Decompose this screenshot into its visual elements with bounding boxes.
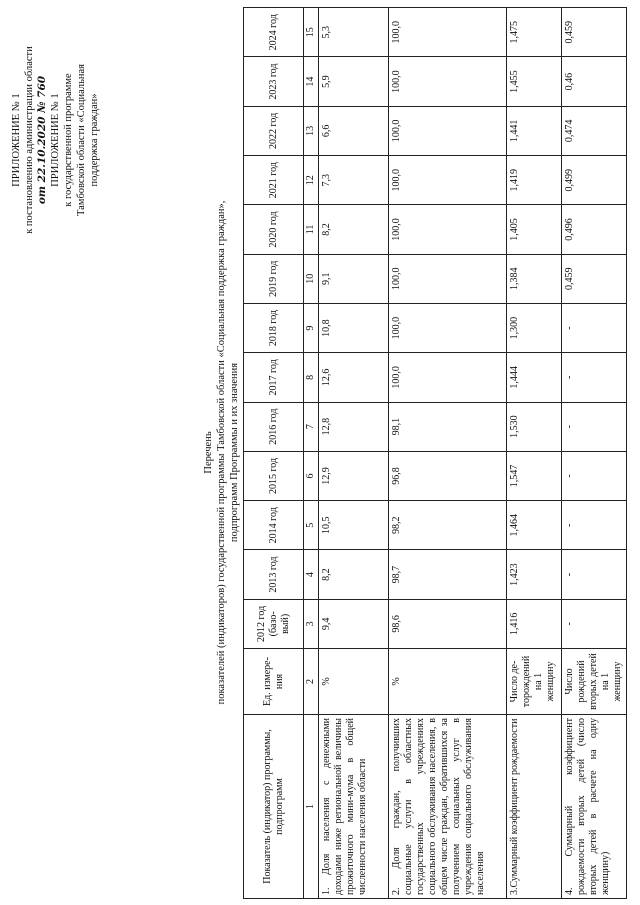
column-number: 6: [304, 451, 319, 500]
row-value: 1,455: [507, 57, 562, 106]
row-indicator: 3.Суммарный коэффициент рождаемости: [507, 715, 562, 899]
header-year: 2014 год: [244, 501, 304, 550]
column-number: 2: [304, 649, 319, 715]
row-value: 98,7: [389, 550, 507, 599]
row-value: -: [562, 599, 627, 648]
header-indicator: Показатель (индикатор) программы, подпрограмм: [244, 715, 304, 899]
row-value: 5,9: [319, 57, 389, 106]
row-value: -: [562, 303, 627, 352]
row-unit: %: [319, 649, 389, 715]
appendix-date-number: от 22.10.2020 № 760: [36, 75, 48, 205]
row-value: 6,6: [319, 106, 389, 155]
column-number: 8: [304, 353, 319, 402]
table-row: [507, 8, 562, 899]
header-year: 2013 год: [244, 550, 304, 599]
row-value: 12,8: [319, 402, 389, 451]
column-number: 14: [304, 57, 319, 106]
row-value: 5,3: [319, 8, 389, 57]
row-value: 100,0: [389, 156, 507, 205]
table-row: [389, 8, 507, 899]
header-unit: Ед. измере-ния: [244, 649, 304, 715]
row-value: 100,0: [389, 353, 507, 402]
row-value: 98,1: [389, 402, 507, 451]
row-value: 1,416: [507, 599, 562, 648]
column-number: 10: [304, 254, 319, 303]
column-number: 11: [304, 205, 319, 254]
row-unit: %: [389, 649, 507, 715]
row-value: 98,2: [389, 501, 507, 550]
row-value: 10,5: [319, 501, 389, 550]
table-header-row: [244, 8, 304, 899]
header-year: 2021 год: [244, 156, 304, 205]
column-number: 9: [304, 303, 319, 352]
row-value: 1,547: [507, 451, 562, 500]
row-indicator: 2. Доля граждан, получивших социальные услуги в областных государственных учреждениях социального обслуживания населения, в общем числе граждан, обратившихся за получением социальных услуг в учреждения социального обслуживания населения: [389, 715, 507, 899]
document-subtitle-1: показателей (индикаторов) государственной программы Тамбовской области «Социальная поддержка граждан»,: [216, 200, 227, 705]
row-value: 12,9: [319, 451, 389, 500]
column-number: 12: [304, 156, 319, 205]
appendix-program-name-2: поддержка граждан»: [89, 93, 100, 187]
header-year: 2024 год: [244, 8, 304, 57]
header-year: 2020 год: [244, 205, 304, 254]
row-value: -: [562, 550, 627, 599]
row-value: 0,496: [562, 205, 627, 254]
row-value: 7,3: [319, 156, 389, 205]
row-indicator: 4. Суммарный коэффициент рождаемости вторых детей (число вторых детей в расчете на одну женщину): [562, 715, 627, 899]
row-value: 10,8: [319, 303, 389, 352]
row-value: 100,0: [389, 8, 507, 57]
row-unit: Число рождений вторых детей на 1 женщину: [562, 649, 627, 715]
row-value: 96,8: [389, 451, 507, 500]
row-value: 1,475: [507, 8, 562, 57]
row-value: 1,419: [507, 156, 562, 205]
column-number: 1: [304, 715, 319, 899]
row-value: 100,0: [389, 57, 507, 106]
column-number: 4: [304, 550, 319, 599]
appendix-program-name-1: Тамбовской области «Социальная: [76, 63, 87, 217]
column-number: 15: [304, 8, 319, 57]
row-value: 1,444: [507, 353, 562, 402]
row-value: 98,6: [389, 599, 507, 648]
column-number: 3: [304, 599, 319, 648]
row-value: 100,0: [389, 254, 507, 303]
column-number-row: [304, 8, 319, 899]
header-year: 2016 год: [244, 402, 304, 451]
row-value: 1,464: [507, 501, 562, 550]
row-unit: Число де-торождений на 1 женщину: [507, 649, 562, 715]
row-value: -: [562, 501, 627, 550]
document-title: Перечень: [203, 431, 214, 474]
row-value: 12,6: [319, 353, 389, 402]
row-value: 0,459: [562, 254, 627, 303]
row-value: 100,0: [389, 205, 507, 254]
row-value: 100,0: [389, 303, 507, 352]
header-year: 2019 год: [244, 254, 304, 303]
header-year: 2012 год (базо-вый): [244, 599, 304, 648]
row-value: 1,384: [507, 254, 562, 303]
row-value: 0,474: [562, 106, 627, 155]
header-year: 2018 год: [244, 303, 304, 352]
row-value: 8,2: [319, 205, 389, 254]
row-value: 9,1: [319, 254, 389, 303]
indicators-table: [243, 7, 627, 899]
column-number: 13: [304, 106, 319, 155]
appendix-block: [10, 15, 101, 265]
row-value: 1,530: [507, 402, 562, 451]
table-row: [562, 8, 627, 899]
row-value: 1,405: [507, 205, 562, 254]
row-value: 0,459: [562, 8, 627, 57]
document-subtitle-2: подпрограмм Программы и их значения: [229, 362, 240, 543]
row-indicator: 1. Доля населения с денежными доходами ниже региональной величины прожиточного мини-мума в общей численности населения области: [319, 715, 389, 899]
header-year: 2022 год: [244, 106, 304, 155]
column-number: 5: [304, 501, 319, 550]
row-value: -: [562, 353, 627, 402]
header-year: 2017 год: [244, 353, 304, 402]
row-value: 0,46: [562, 57, 627, 106]
appendix-title-2: ПРИЛОЖЕНИЕ № 1: [50, 93, 61, 187]
row-value: 100,0: [389, 106, 507, 155]
row-value: -: [562, 402, 627, 451]
row-value: -: [562, 451, 627, 500]
row-value: 8,2: [319, 550, 389, 599]
row-value: 1,423: [507, 550, 562, 599]
appendix-program: к государственной программе: [63, 73, 74, 207]
table-row: [319, 8, 389, 899]
row-value: 1,441: [507, 106, 562, 155]
appendix-title: ПРИЛОЖЕНИЕ № 1: [11, 93, 22, 187]
header-year: 2023 год: [244, 57, 304, 106]
row-value: 0,499: [562, 156, 627, 205]
row-value: 9,4: [319, 599, 389, 648]
appendix-decree: к постановлению администрации области: [24, 46, 35, 234]
header-year: 2015 год: [244, 451, 304, 500]
column-number: 7: [304, 402, 319, 451]
row-value: 1,300: [507, 303, 562, 352]
